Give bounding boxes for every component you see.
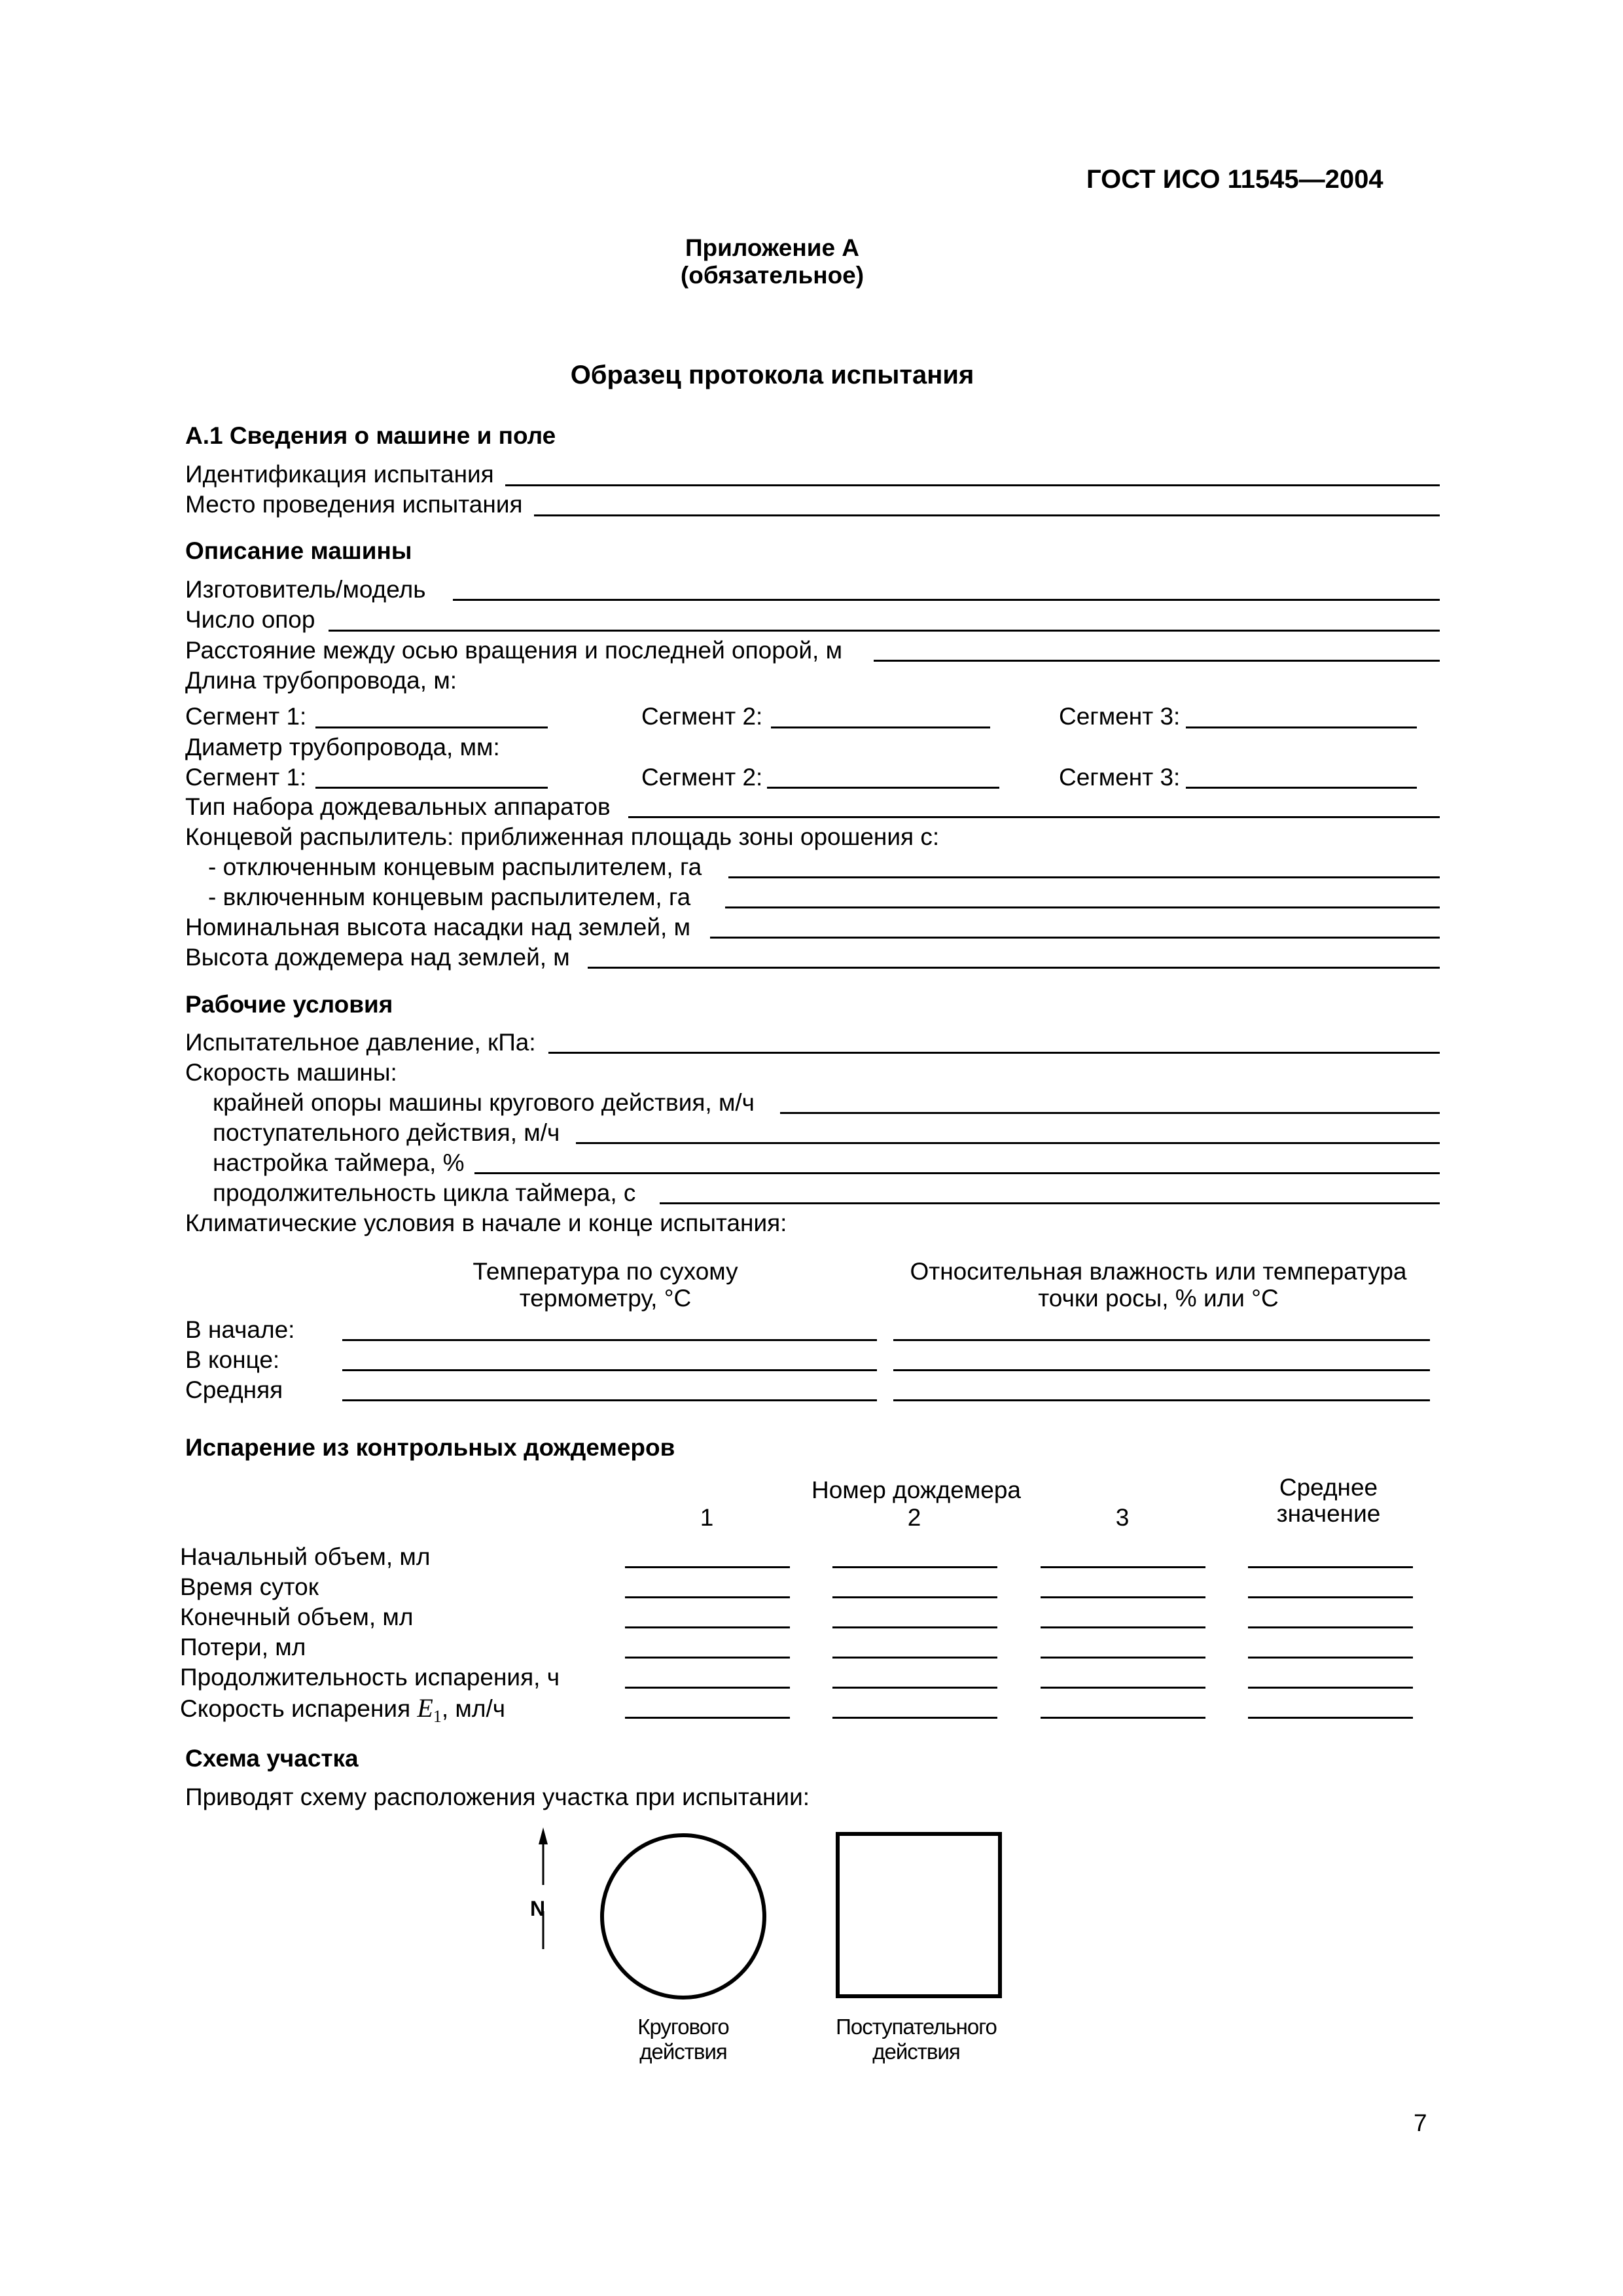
evaporation-row-label: Потери, мл: [180, 1634, 306, 1660]
timer-label: настройка таймера, %: [213, 1149, 465, 1176]
row-avg-label: Средняя: [185, 1376, 283, 1403]
evaporation-field-2[interactable]: [832, 1626, 997, 1628]
plot-scheme-diagram: [517, 1820, 1093, 2009]
evaporation-field-2[interactable]: [832, 1657, 997, 1659]
pipe-diameter-segment2-field[interactable]: [767, 787, 999, 789]
end-gun-off-label: - отключенным концевым распылителем, га: [208, 853, 702, 880]
linear-label-1: Поступательного: [836, 2015, 997, 2039]
pipe-length-segment2-field[interactable]: [771, 726, 990, 728]
page-number: 7: [1414, 2109, 1427, 2136]
row-start-dry-temp-field[interactable]: [342, 1339, 877, 1341]
pipe-diameter-label: Диаметр трубопровода, мм:: [185, 734, 500, 761]
humidity-header-1: Относительная влажность или температура: [910, 1258, 1407, 1285]
sprinkler-package-label: Тип набора дождевальных аппаратов: [185, 793, 611, 820]
sprinkler-package-field[interactable]: [628, 816, 1440, 818]
gauge-col-3-header: 3: [1115, 1504, 1130, 1531]
evaporation-field-2[interactable]: [832, 1687, 997, 1689]
evaporation-rate-field-avg[interactable]: [1248, 1717, 1413, 1719]
gauge-col-2-header: 2: [907, 1504, 921, 1531]
pipe-diameter-segment3-field[interactable]: [1186, 787, 1417, 789]
evaporation-field-1[interactable]: [625, 1657, 790, 1659]
end-gun-on-field[interactable]: [725, 906, 1440, 908]
pivot-speed-field[interactable]: [780, 1112, 1440, 1114]
timer-cycle-field[interactable]: [660, 1202, 1440, 1204]
document-title: Образец протокола испытания: [570, 361, 974, 389]
row-end-label: В конце:: [185, 1346, 280, 1373]
end-gun-on-label: - включенным концевым распылителем, га: [208, 884, 691, 910]
appendix-type: (обязательное): [680, 262, 865, 289]
manufacturer-label: Изготовитель/модель: [185, 576, 426, 603]
linear-label-2: действия: [872, 2039, 960, 2064]
climate-label: Климатические условия в начале и конце испытания:: [185, 1210, 787, 1236]
distance-field[interactable]: [874, 660, 1440, 662]
section-a1-heading: А.1 Сведения о машине и поле: [185, 422, 556, 449]
gauge-height-label: Высота дождемера над землей, м: [185, 944, 570, 971]
machine-heading: Описание машины: [185, 537, 412, 564]
plot-scheme-heading: Схема участка: [185, 1745, 359, 1772]
circular-label-2: действия: [639, 2039, 727, 2064]
nozzle-height-field[interactable]: [710, 937, 1440, 939]
evaporation-field-3[interactable]: [1041, 1687, 1205, 1689]
gauge-col-1-header: 1: [700, 1504, 714, 1531]
end-gun-label: Концевой распылитель: приближенная площадь зоны орошения с:: [185, 823, 940, 850]
towers-label: Число опор: [185, 606, 315, 633]
test-id-label: Идентификация испытания: [185, 461, 494, 488]
timer-cycle-label: продолжительность цикла таймера, с: [213, 1179, 636, 1206]
pipe-length-segment3-label: Сегмент 3:: [1059, 703, 1181, 730]
pipe-length-segment2-label: Сегмент 2:: [641, 703, 763, 730]
row-end-humidity-field[interactable]: [893, 1369, 1430, 1371]
evaporation-field-1[interactable]: [625, 1687, 790, 1689]
evaporation-field-2[interactable]: [832, 1566, 997, 1568]
linear-speed-field[interactable]: [576, 1142, 1440, 1144]
evaporation-field-3[interactable]: [1041, 1566, 1205, 1568]
pipe-diameter-segment2-label: Сегмент 2:: [641, 764, 763, 791]
pipe-length-segment1-label: Сегмент 1:: [185, 703, 307, 730]
evaporation-field-avg[interactable]: [1248, 1626, 1413, 1628]
evaporation-field-avg[interactable]: [1248, 1687, 1413, 1689]
evaporation-rate-label: Скорость испарения $E_1$, мл/ч: [180, 1693, 506, 1726]
pipe-diameter-segment3-label: Сегмент 3:: [1059, 764, 1181, 791]
pressure-field[interactable]: [548, 1052, 1440, 1054]
evaporation-field-avg[interactable]: [1248, 1566, 1413, 1568]
evaporation-row-label: Время суток: [180, 1573, 319, 1600]
north-arrow-icon: [539, 1827, 548, 1949]
row-end-dry-temp-field[interactable]: [342, 1369, 877, 1371]
evaporation-field-1[interactable]: [625, 1596, 790, 1598]
pivot-speed-label: крайней опоры машины кругового действия, м/ч: [213, 1089, 755, 1116]
manufacturer-field[interactable]: [453, 599, 1440, 601]
evaporation-field-3[interactable]: [1041, 1596, 1205, 1598]
evaporation-row-label: Продолжительность испарения, ч: [180, 1664, 560, 1691]
evaporation-rate-field-2[interactable]: [832, 1717, 997, 1719]
dry-temp-header-1: Температура по сухому: [473, 1258, 738, 1285]
evaporation-field-avg[interactable]: [1248, 1596, 1413, 1598]
speed-label: Скорость машины:: [185, 1059, 397, 1086]
towers-field[interactable]: [329, 630, 1440, 632]
operating-heading: Рабочие условия: [185, 991, 393, 1018]
circular-label-1: Кругового: [637, 2015, 729, 2039]
evaporation-field-2[interactable]: [832, 1596, 997, 1598]
pipe-length-segment3-field[interactable]: [1186, 726, 1417, 728]
evaporation-field-1[interactable]: [625, 1626, 790, 1628]
distance-label: Расстояние между осью вращения и последней опорой, м: [185, 637, 843, 664]
appendix-title: Приложение А: [685, 234, 860, 261]
circular-field-icon: [602, 1835, 764, 1998]
evaporation-rate-field-3[interactable]: [1041, 1717, 1205, 1719]
linear-field-icon: [838, 1834, 1000, 1996]
gauge-height-field[interactable]: [588, 967, 1440, 969]
evaporation-rate-field-1[interactable]: [625, 1717, 790, 1719]
dry-temp-header-2: термометру, °С: [519, 1285, 692, 1312]
pipe-diameter-segment1-label: Сегмент 1:: [185, 764, 307, 791]
end-gun-off-field[interactable]: [728, 876, 1440, 878]
nozzle-height-label: Номинальная высота насадки над землей, м: [185, 914, 691, 941]
test-place-label: Место проведения испытания: [185, 491, 523, 518]
test-id-field[interactable]: [505, 484, 1440, 486]
evaporation-heading: Испарение из контрольных дождемеров: [185, 1434, 675, 1461]
row-start-label: В начале:: [185, 1316, 295, 1343]
pipe-length-label: Длина трубопровода, м:: [185, 667, 457, 694]
timer-field[interactable]: [474, 1172, 1440, 1174]
humidity-header-2: точки росы, % или °С: [1038, 1285, 1279, 1312]
row-start-humidity-field[interactable]: [893, 1339, 1430, 1341]
evaporation-row-label: Начальный объем, мл: [180, 1543, 431, 1570]
row-avg-dry-temp-field[interactable]: [342, 1399, 877, 1401]
pipe-length-segment1-field[interactable]: [315, 726, 548, 728]
standard-id: ГОСТ ИСО 11545—2004: [1086, 165, 1383, 194]
pressure-label: Испытательное давление, кПа:: [185, 1029, 536, 1056]
evaporation-field-avg[interactable]: [1248, 1657, 1413, 1659]
evaporation-field-3[interactable]: [1041, 1657, 1205, 1659]
row-avg-humidity-field[interactable]: [893, 1399, 1430, 1401]
gauge-number-header: Номер дождемера: [811, 1477, 1021, 1503]
evaporation-row-label: Конечный объем, мл: [180, 1604, 414, 1630]
linear-speed-label: поступательного действия, м/ч: [213, 1119, 560, 1146]
plot-scheme-instruction: Приводят схему расположения участка при испытании:: [185, 1784, 810, 1810]
evaporation-field-3[interactable]: [1041, 1626, 1205, 1628]
avg-header-1: Среднее: [1279, 1474, 1378, 1501]
pipe-diameter-segment1-field[interactable]: [315, 787, 548, 789]
evaporation-field-1[interactable]: [625, 1566, 790, 1568]
avg-header-2: значение: [1276, 1500, 1381, 1527]
test-place-field[interactable]: [534, 514, 1440, 516]
north-label: N: [530, 1897, 546, 1920]
